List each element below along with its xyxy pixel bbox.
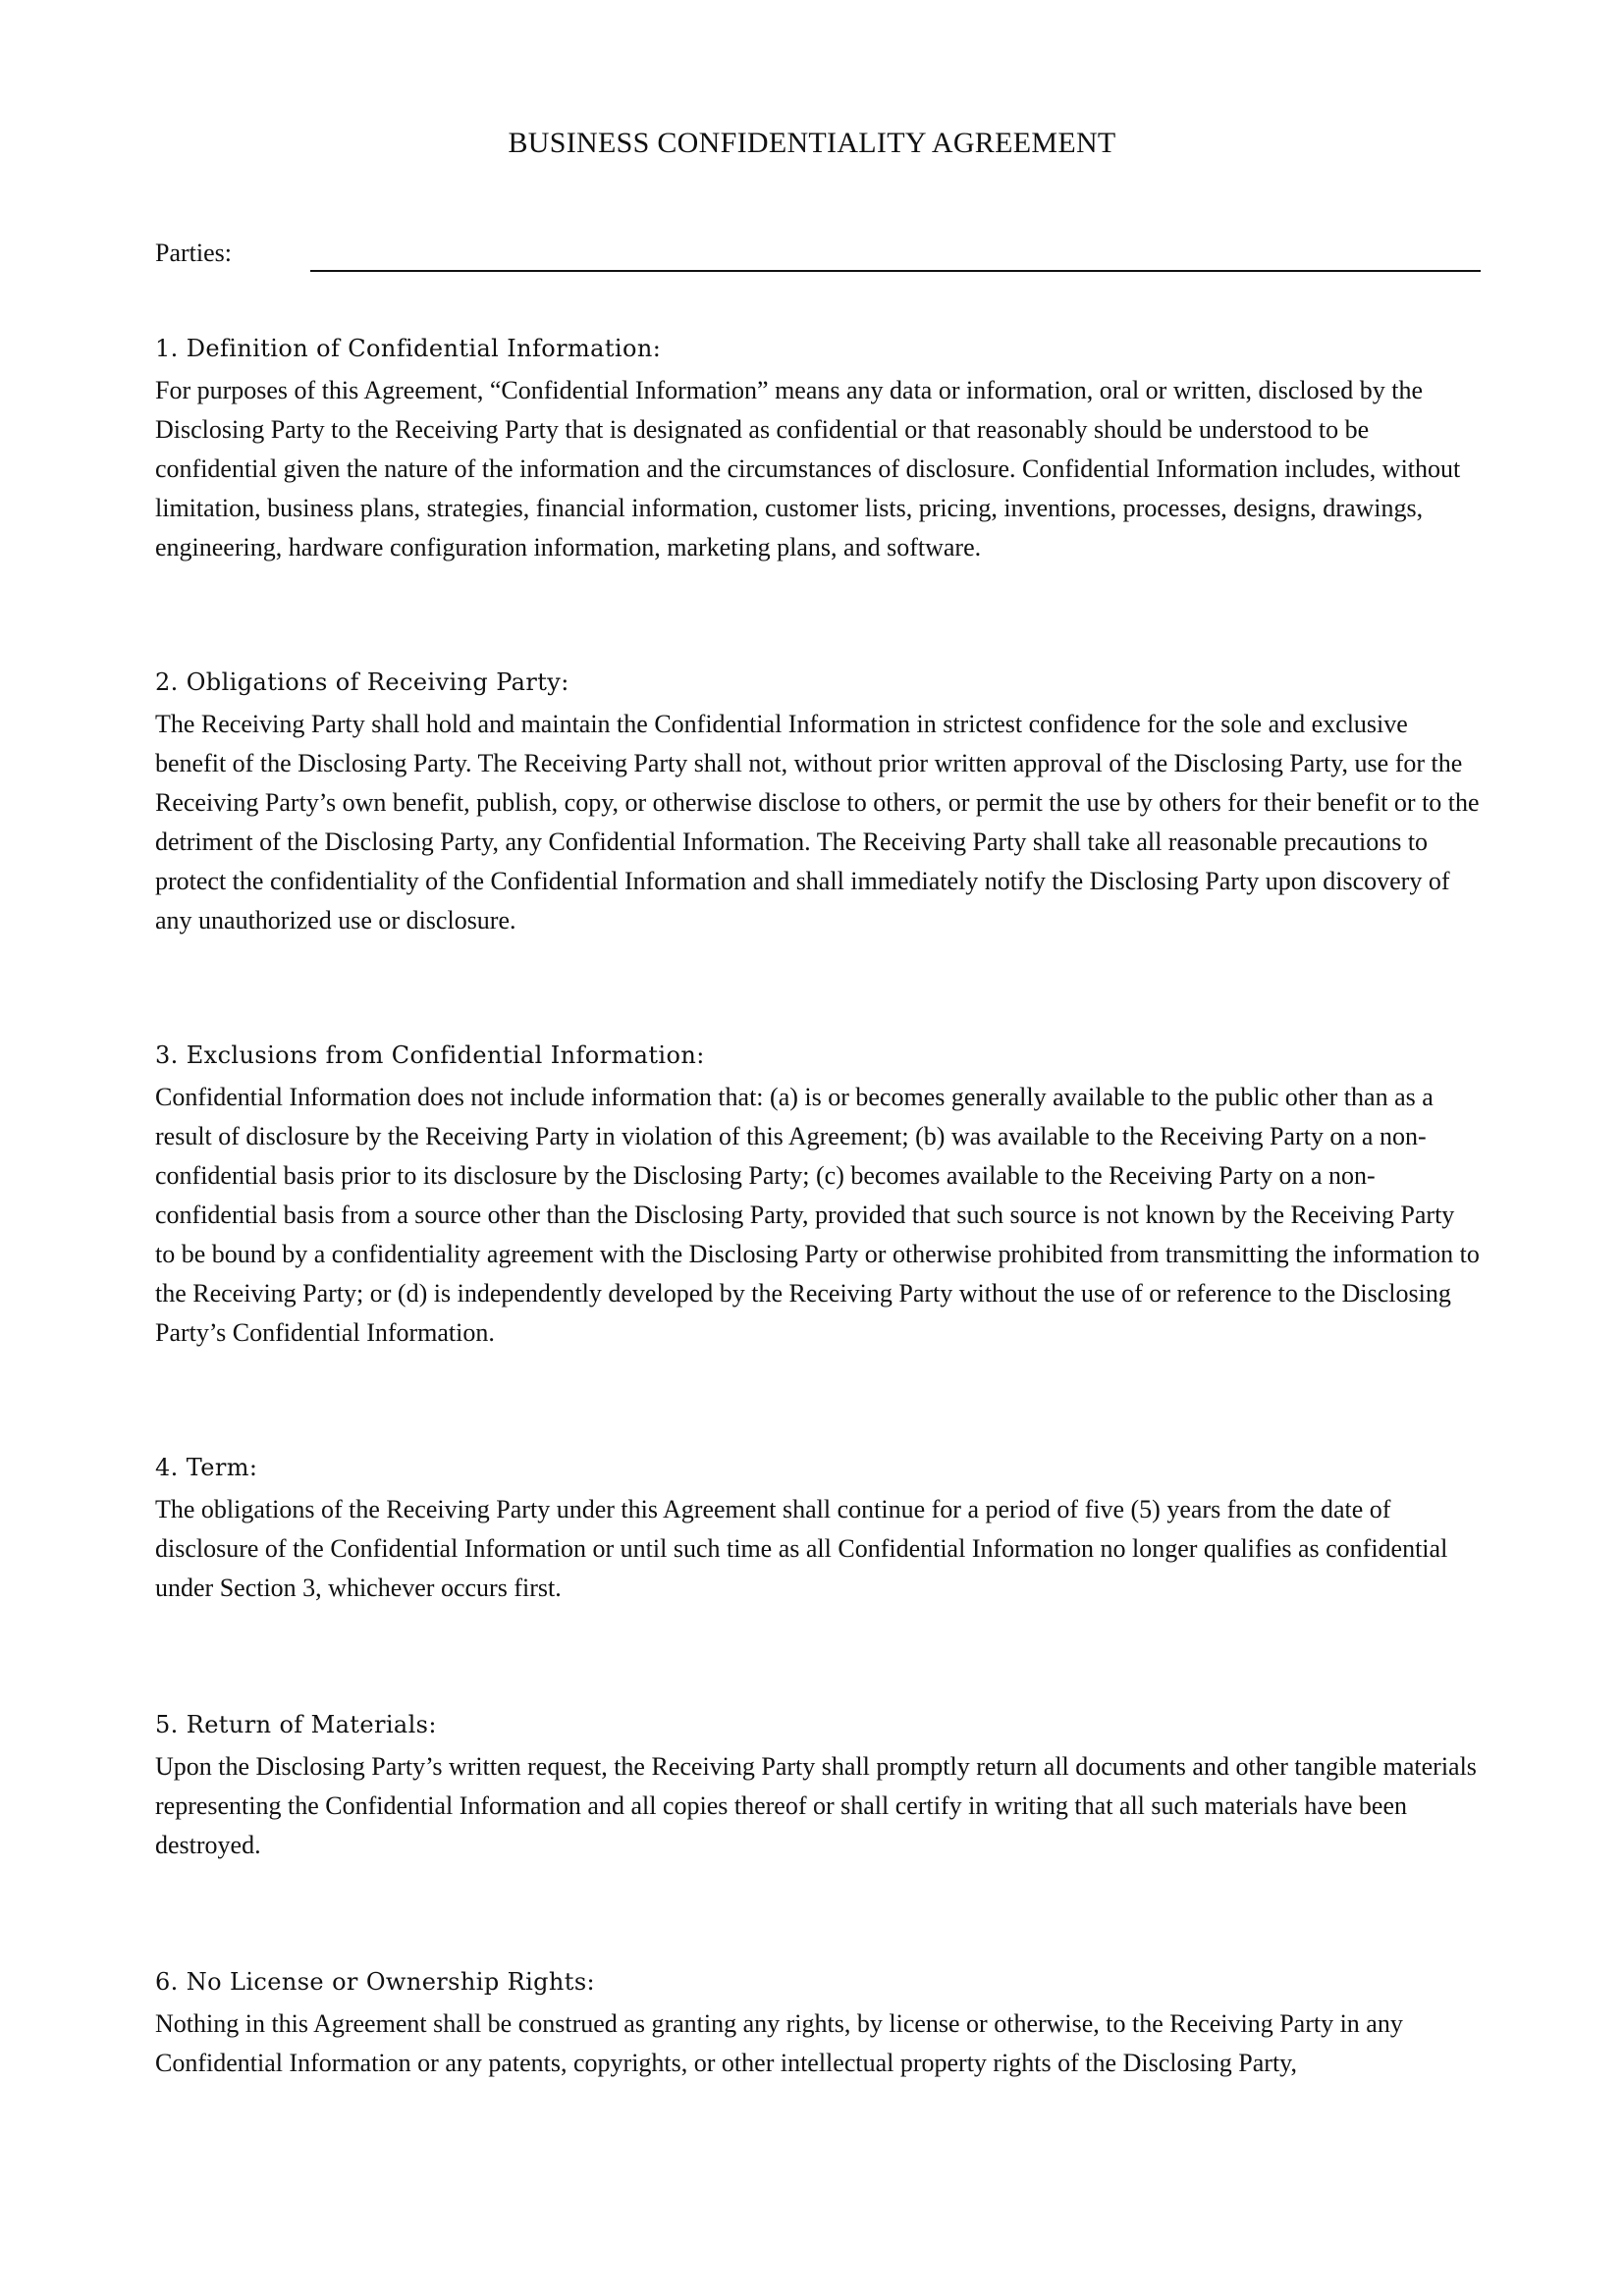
section-body: Upon the Disclosing Party’s written request, the Receiving Party shall promptly return all documents and other tangible materials representing the Confidential Information and all copies thereof or shall certify in writing that all such materials have been destroyed. [155,1752,1477,1859]
section-body: For purposes of this Agreement, “Confidential Information” means any data or information, oral or written, disclosed by the Disclosing Party to the Receiving Party that is designated as confidential or that reasonably should be understood to be confidential given the nature of the information and the circumstances of disclosure. Confidential Information includes, without limitation, business plans, strategies, financial information, customer lists, pricing, inventions, processes, designs, drawings, engineering, hardware configuration information, marketing plans, and software. [155,376,1461,561]
section-term [155,1451,1481,1608]
document-title: BUSINESS CONFIDENTIALITY AGREEMENT [508,127,1116,159]
parties-signature-line [310,270,1481,272]
section-body: The obligations of the Receiving Party under this Agreement shall continue for a period of five (5) years from the date of disclosure of the Confidential Information or until such time as all Confidential Information no longer qualifies as confidential under Section 3, whichever occurs first. [155,1495,1448,1602]
section-body: Confidential Information does not include information that: (a) is or becomes generally available to the public other than as a result of disclosure by the Receiving Party in violation of this Agreement; (b) was available to the Receiving Party on a non-confidential basis prior to its disclosure by the Disclosing Party; (c) becomes available to the Receiving Party on a non-confidential basis from a source other than the Disclosing Party, provided that such source is not known by the Receiving Party to be bound by a confidentiality agreement with the Disclosing Party or otherwise prohibited from transmitting the information to the Receiving Party; or (d) is independently developed by the Receiving Party without the use of or reference to the Disclosing Party’s Confidential Information. [155,1083,1480,1347]
section-body: Nothing in this Agreement shall be construed as granting any rights, by license or otherwise, to the Receiving Party in any Confidential Information or any patents, copyrights, or other intellectual property rights of the Disclosing Party, [155,2009,1403,2077]
section-obligations [155,666,1481,940]
section-heading: 2. Obligations of Receiving Party: [155,668,569,696]
section-heading: 5. Return of Materials: [155,1711,437,1738]
section-heading: 6. No License or Ownership Rights: [155,1968,596,1996]
section-definition [155,332,1481,567]
section-body: The Receiving Party shall hold and maintain the Confidential Information in strictest confidence for the sole and exclusive benefit of the Disclosing Party. The Receiving Party shall not, without prior written approval of the Disclosing Party, use for the Receiving Party’s own benefit, publish, copy, or otherwise disclose to others, or permit the use by others for their benefit or to the detriment of the Disclosing Party, any Confidential Information. The Receiving Party shall take all reasonable precautions to protect the confidentiality of the Confidential Information and shall immediately notify the Disclosing Party upon discovery of any unauthorized use or disclosure. [155,710,1480,934]
section-no-license [155,1965,1481,2083]
parties-label: Parties: [155,239,232,267]
section-heading: 1. Definition of Confidential Information: [155,335,662,362]
section-exclusions [155,1039,1481,1353]
section-heading: 4. Term: [155,1454,258,1481]
section-heading: 3. Exclusions from Confidential Information: [155,1041,705,1069]
section-return-of-materials [155,1708,1481,1865]
parties-row [155,236,1481,275]
